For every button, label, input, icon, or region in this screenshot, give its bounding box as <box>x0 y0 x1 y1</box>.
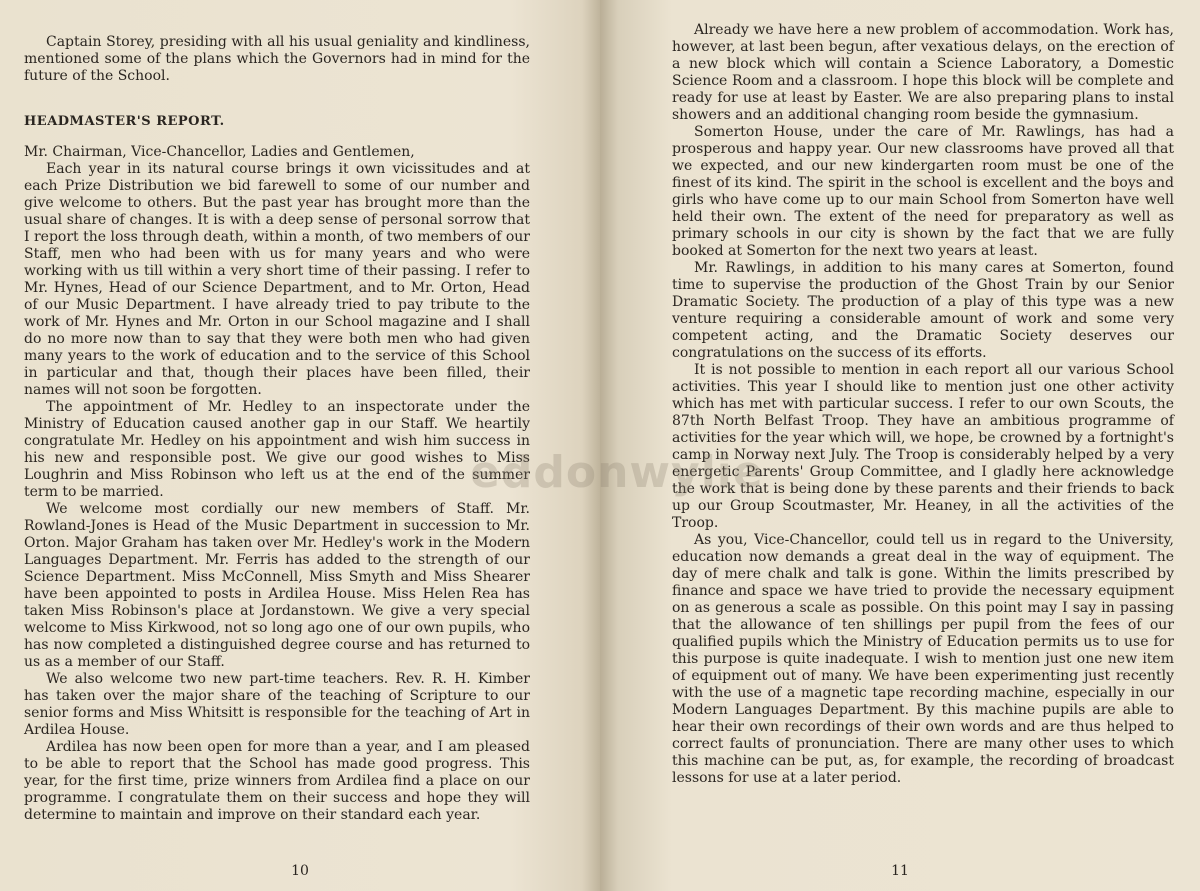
watermark: eddonwylie <box>470 447 764 498</box>
left-page-text <box>24 34 530 824</box>
paragraph: As you, Vice-Chancellor, could tell us in regard to the University, education now demands a great deal in the way of equipment. The day of mere chalk and talk is gone. Within the limits prescribed by finance and space we have tried to provide the necessary equipment on as generous a scale as possible. On this point may I say in passing that the allowance of ten shillings per pupil from the fees of our qualified pupils which the Ministry of Education permits us to use for this purpose is quite inadequate. I wish to mention just one new item of equipment out of many. We have been experimenting just recently with the use of a magnetic tape recording machine, especially in our Modern Languages Department. By this machine pupils are able to hear their own recordings of their own words and are thus helped to correct faults of pronunciation. There are many other uses to which this machine can be put, as, for example, the recording of broadcast lessons for use at a later period. <box>672 532 1174 786</box>
paragraph: It is not possible to mention in each report all our various School activities. This year I should like to mention just one other activity which has met with particular success. I refer to our own Scouts, the 87th North Belfast Troop. They have an ambitious programme of activities for the year which will, we hope, be crowned by a fortnight's camp in Norway next July. The Troop is considerably helped by a very energetic Parents' Group Committee, and I gladly here acknowledge the work that is being done by these parents and their friends to back up our Group Scoutmaster, Mr. Heaney, in all the activities of the Troop. <box>672 362 1174 531</box>
salutation: Mr. Chairman, Vice-Chancellor, Ladies and Gentlemen, <box>24 144 415 160</box>
paragraph: Each year in its natural course brings it own vicissitudes and at each Prize Distribution we bid farewell to some of our number and give welcome to others. But the past year has brought more than the usual share of changes. It is with a deep sense of personal sorrow that I report the loss through death, within a month, of two members of our Staff, men who had been with us for many years and who were working with us till within a very short time of their passing. I refer to Mr. Hynes, Head of our Science Department, and to Mr. Orton, Head of our Music Department. I have already tried to pay tribute to the work of Mr. Hynes and Mr. Orton in our School magazine and I shall do no more now than to say that they were both men who had given many years to the work of education and to the service of this School in particular and that, though their places have been filled, their names will not soon be forgotten. <box>24 161 530 398</box>
page-number: 11 <box>891 863 909 879</box>
right-page-text <box>672 22 1174 787</box>
paragraph: Mr. Rawlings, in addition to his many cares at Somerton, found time to supervise the production of the Ghost Train by our Senior Dramatic Society. The production of a play of this type was a new venture requiring a considerable amount of work and some very competent acting, and the Dramatic Society deserves our congratulations on the success of its efforts. <box>672 260 1174 361</box>
report-heading: HEADMASTER'S REPORT. <box>24 114 225 129</box>
intro-paragraph: Captain Storey, presiding with all his usual geniality and kindliness, mentioned some of the plans which the Governors had in mind for the future of the School. <box>24 34 530 84</box>
page-number: 10 <box>291 863 309 879</box>
paragraph: The appointment of Mr. Hedley to an inspectorate under the Ministry of Education caused another gap in our Staff. We heartily congratulate Mr. Hedley on his appointment and wish him success in his new and responsible post. We give our good wishes to Miss Loughrin and Miss Robinson who left us at the end of the summer term to be married. <box>24 399 530 500</box>
right-page <box>600 0 1200 891</box>
paragraph: We also welcome two new part-time teachers. Rev. R. H. Kimber has taken over the major share of the teaching of Scripture to our senior forms and Miss Whitsitt is responsible for the teaching of Art in Ardilea House. <box>24 671 530 738</box>
paragraph: We welcome most cordially our new members of Staff. Mr. Rowland-Jones is Head of the Music Department in succession to Mr. Orton. Major Graham has taken over Mr. Hedley's work in the Modern Languages Department. Mr. Ferris has added to the strength of our Science Department. Miss McConnell, Miss Smyth and Miss Shearer have been appointed to posts in Ardilea House. Miss Helen Rea has taken Miss Robinson's place at Jordanstown. We give a very special welcome to Miss Kirkwood, not so long ago one of our own pupils, who has now completed a distinguished degree course and has returned to us as a member of our Staff. <box>24 501 530 670</box>
paragraph: Somerton House, under the care of Mr. Rawlings, has had a prosperous and happy year. Our new classrooms have proved all that we expected, and our new kindergarten room must be one of the finest of its kind. The spirit in the school is excellent and the boys and girls who have come up to our main School from Somerton have well held their own. The extent of the need for preparatory as well as primary schools in our city is shown by the fact that we are fully booked at Somerton for the next two years at least. <box>672 124 1174 259</box>
paragraph: Ardilea has now been open for more than a year, and I am pleased to be able to report that the School has made good progress. This year, for the first time, prize winners from Ardilea find a place on our programme. I congratulate them on their success and hope they will determine to maintain and improve on their standard each year. <box>24 739 530 823</box>
paragraph: Already we have here a new problem of accommodation. Work has, however, at last been begun, after vexatious delays, on the erection of a new block which will contain a Science Laboratory, a Domestic Science Room and a classroom. I hope this block will be complete and ready for use at least by Easter. We are also preparing plans to instal showers and an additional changing room beside the gymnasium. <box>672 22 1174 123</box>
